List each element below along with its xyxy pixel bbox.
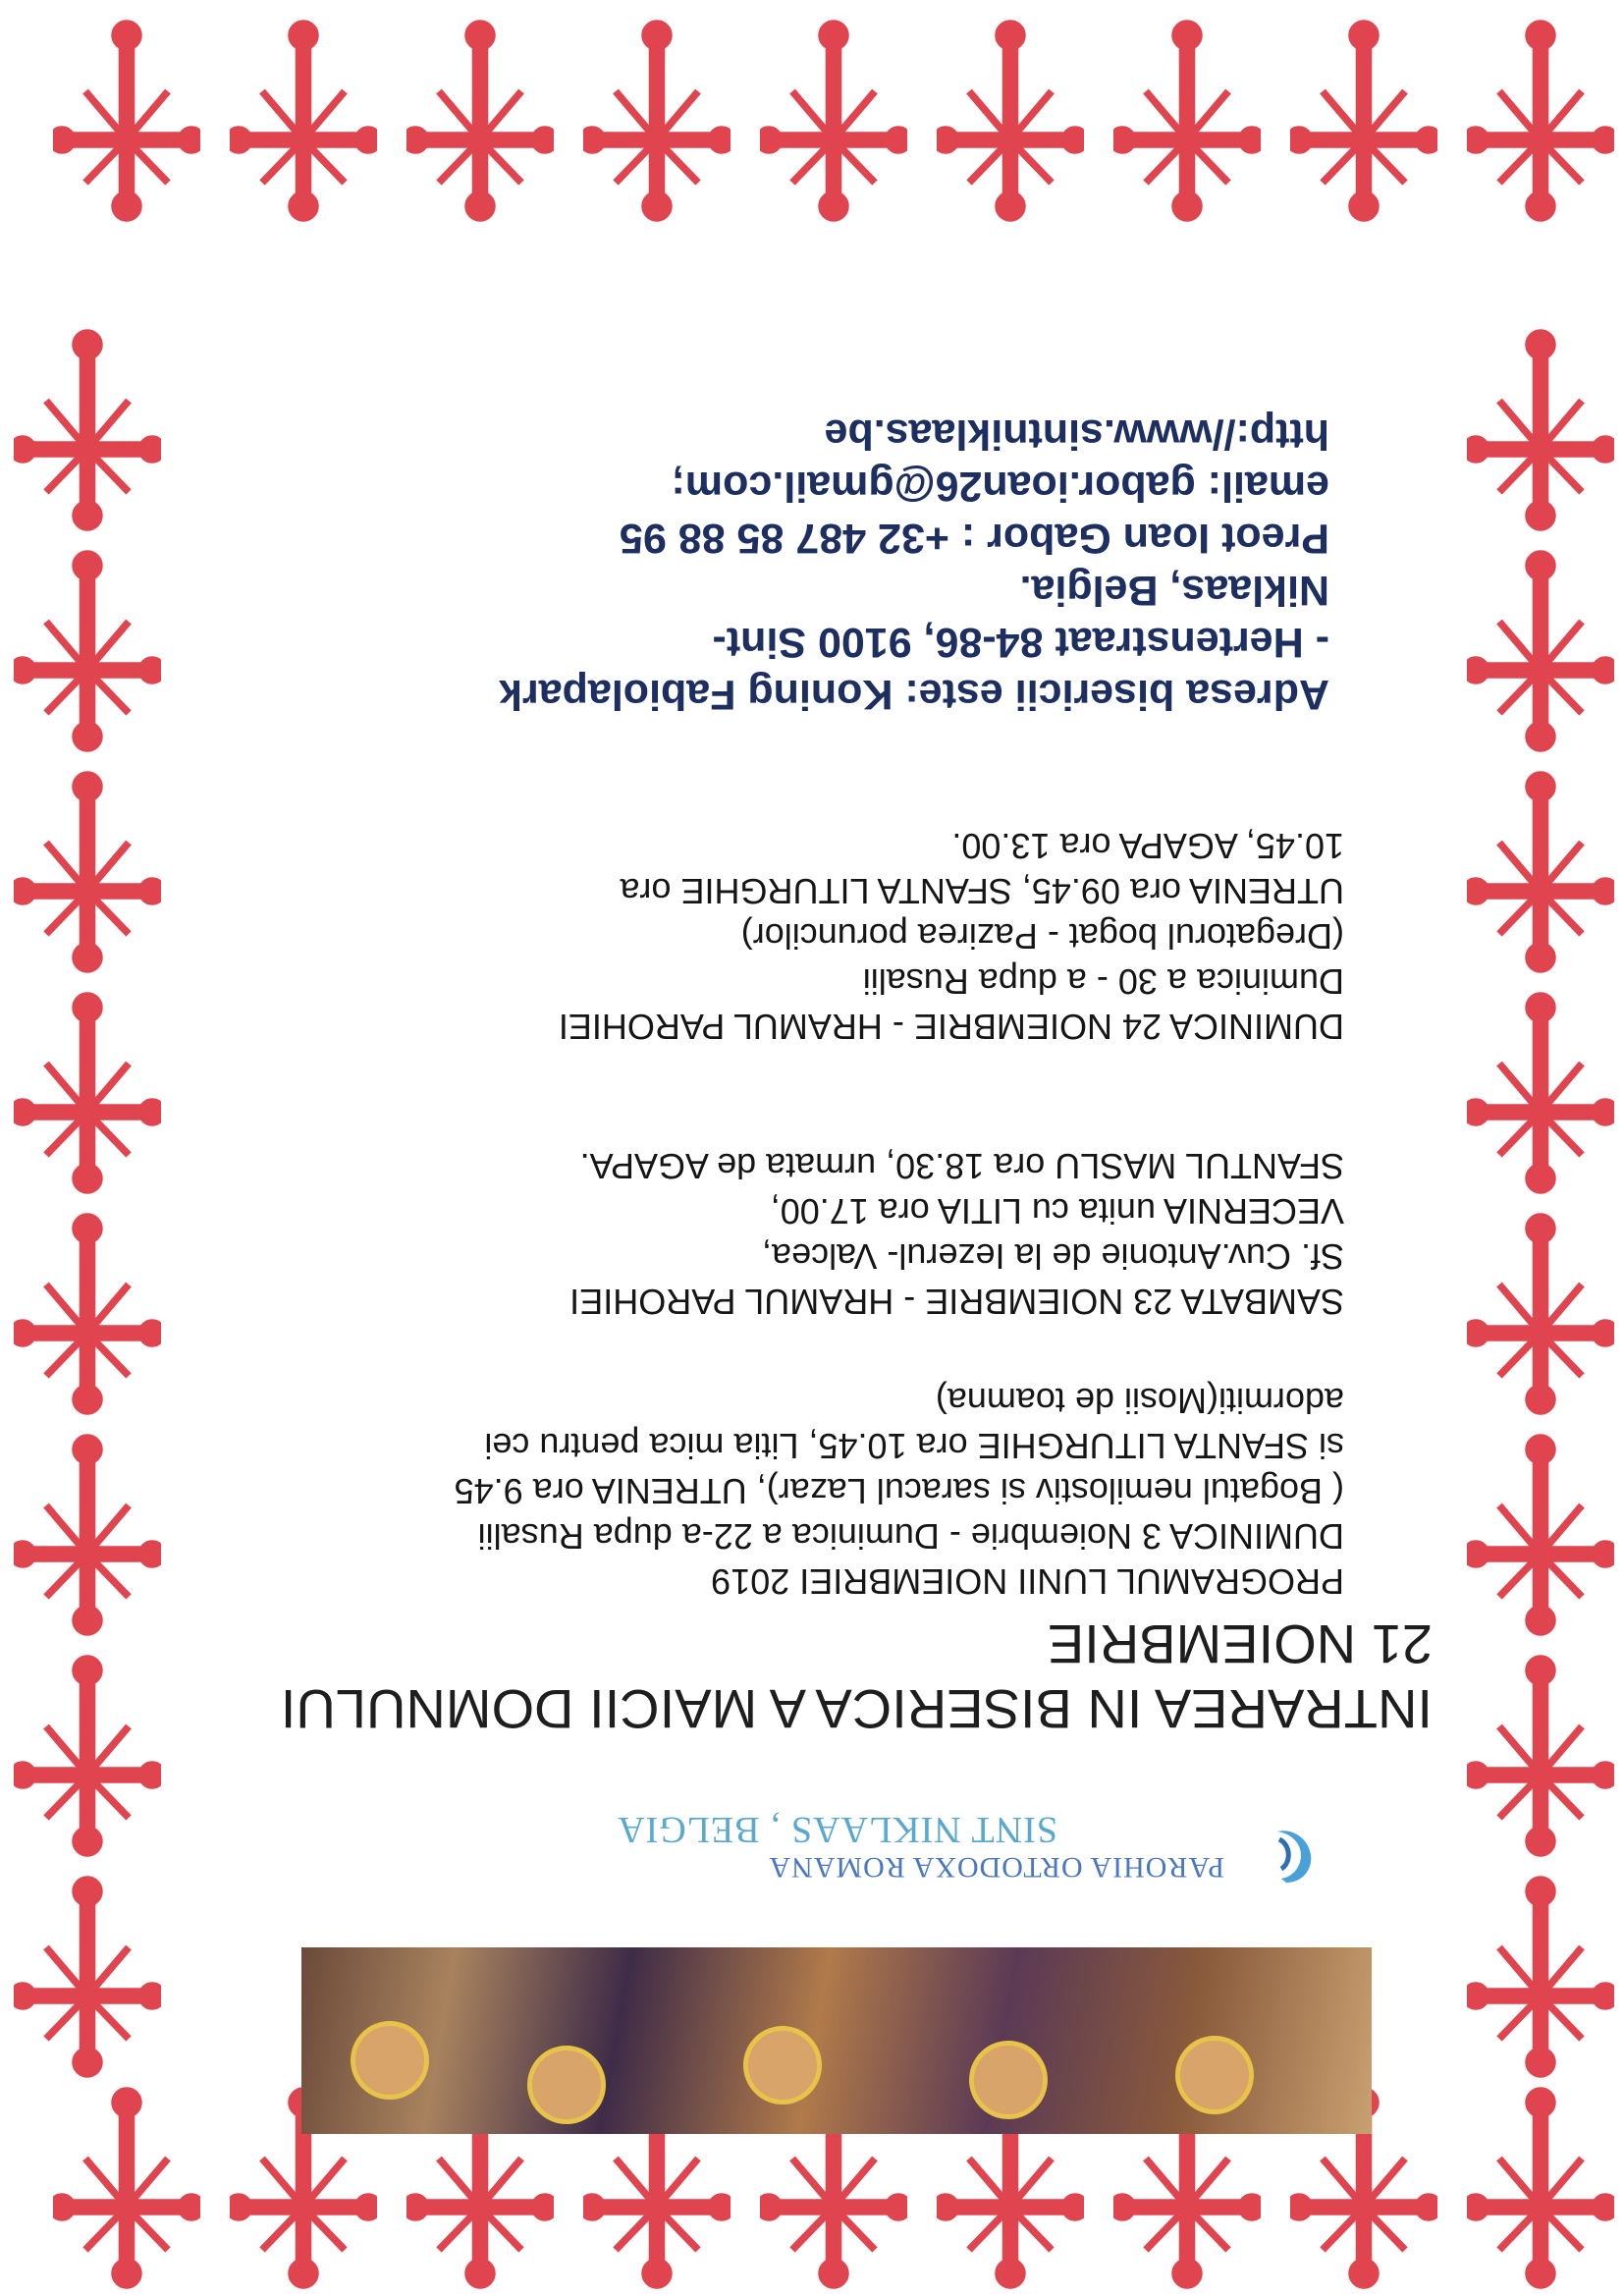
orthodox-cross-icon: [1467, 769, 1614, 975]
orthodox-cross-icon: [230, 18, 377, 224]
orthodox-cross-icon: [406, 18, 554, 224]
orthodox-cross-icon: [14, 1653, 161, 1859]
orthodox-cross-icon: [1467, 1653, 1614, 1859]
orthodox-cross-icon: [1113, 18, 1261, 224]
contact-block: [499, 408, 1329, 720]
orthodox-cross-icon: [760, 18, 907, 224]
orthodox-cross-icon: [1467, 990, 1614, 1196]
program-line: Sf. Cuv.Antonie de la Iezerul- Valcea,: [762, 1236, 1344, 1277]
email-line: email: gabor.ioan26@gmail.com;: [671, 463, 1329, 510]
orthodox-cross-icon: [14, 990, 161, 1196]
program-line: 10.45, AGAPA ora 13.00.: [951, 826, 1344, 866]
program-title: PROGRAMUL LUNII NOIEMBRIEI 2019: [711, 1561, 1344, 1602]
orthodox-cross-icon: [937, 18, 1084, 224]
program-section-nov23: [569, 1143, 1344, 1324]
orthodox-cross-icon: [14, 327, 161, 533]
program-line: adormiti(Mosii de toamna): [935, 1381, 1344, 1421]
banner-parish-name: PAROHIA ORTODOXA ROMANA: [768, 1851, 1224, 1884]
address-line: Adresa bisericii este: Koning Fabiolapark: [499, 671, 1329, 718]
orthodox-cross-icon: [14, 1211, 161, 1417]
feast-title-line: 21 NOIEMBRIE: [1047, 1613, 1433, 1675]
program-line: (Dregatorul bogat - Pazirea poruncilor): [740, 916, 1344, 957]
website-line: http://www.sintniklaas.be: [824, 410, 1329, 458]
orthodox-cross-icon: [53, 2085, 200, 2291]
phone-line: Preot Ioan Gabor : +32 487 85 88 95: [619, 515, 1329, 562]
orthodox-cross-icon: [1467, 1874, 1614, 2080]
orthodox-cross-icon: [1290, 18, 1437, 224]
icon-painting: [301, 1947, 1372, 2134]
program-line: SAMBATA 23 NOIEMBRIE - HRAMUL PAROHIEI: [569, 1282, 1344, 1322]
address-line: Niklaas, Belgia.: [1019, 567, 1329, 614]
program-line: SFANTUL MASLU ora 18.30, urmata de AGAPA.: [579, 1146, 1344, 1186]
program-section-nov3: [455, 1378, 1344, 1604]
orthodox-cross-icon: [1467, 2085, 1614, 2291]
feast-title: [195, 1612, 1433, 1741]
orthodox-cross-icon: [53, 18, 200, 224]
address-line: - Hertenstraat 84-86, 9100 Sint-: [712, 619, 1329, 666]
orthodox-cross-icon: [583, 18, 731, 224]
orthodox-cross-icon: [14, 548, 161, 754]
program-line: ( Bogatul nemilostiv si saracul Lazar), UTRENIA ora 9.45: [454, 1471, 1344, 1511]
orthodox-cross-icon: [1467, 1211, 1614, 1417]
program-line: VECERNIA unita cu LITIA ora 17.00,: [770, 1191, 1344, 1231]
orthodox-cross-icon: [1467, 1432, 1614, 1638]
orthodox-cross-icon: [1467, 548, 1614, 754]
program-line: Duminica a 30 - a dupa Rusalii: [862, 961, 1344, 1002]
program-line: si SFANTA LITURGHIE ora 10.45, Litia mica pentru cei: [484, 1426, 1344, 1466]
program-line: DUMINICA 24 NOIEMBRIE - HRAMUL PAROHIEI: [558, 1007, 1344, 1047]
feast-title-line: INTRAREA IN BISERICA A MAICII DOMNULUI: [280, 1678, 1433, 1740]
orthodox-cross-icon: [14, 769, 161, 975]
program-section-nov24: [559, 823, 1344, 1049]
orthodox-cross-icon: [14, 1432, 161, 1638]
banner-parish-location: SINT NIKLAAS , BELGIA: [617, 1809, 1057, 1850]
program-line: DUMINICA 3 Noiembrie - Duminica a 22-a dupa Rusalii: [477, 1516, 1344, 1557]
orthodox-cross-icon: [1467, 18, 1614, 224]
parish-logo-icon: [1252, 1820, 1321, 1888]
orthodox-cross-icon: [1467, 327, 1614, 533]
program-line: UTRENIA ora 09.45, SFANTA LITURGHIE ora: [620, 871, 1344, 911]
orthodox-cross-icon: [14, 1874, 161, 2080]
parish-banner: [301, 1795, 1372, 1918]
